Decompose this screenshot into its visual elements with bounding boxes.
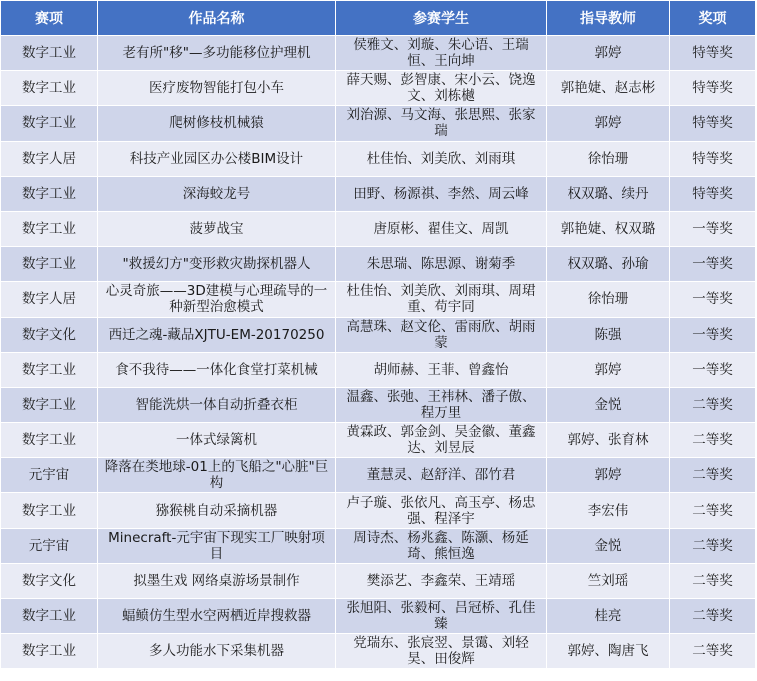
students-cell: 卢子璇、张依凡、高玉亭、杨忠强、程泽宇 <box>336 493 547 528</box>
advisors-cell: 郭婷、陶唐飞 <box>547 634 670 669</box>
advisors-cell: 郭艳婕、赵志彬 <box>547 71 670 106</box>
award-cell: 一等奖 <box>670 247 756 282</box>
table-row <box>1 141 756 176</box>
table-row <box>1 493 756 528</box>
students-cell: 杜佳怡、刘美欣、刘雨琪、周珺重、苟宇同 <box>336 282 547 317</box>
students-cell: 周诗杰、杨兆鑫、陈灏、杨延琦、熊恒逸 <box>336 528 547 563</box>
table-row <box>1 352 756 387</box>
students-cell: 田野、杨源祺、李然、周云峰 <box>336 176 547 211</box>
table-row <box>1 247 756 282</box>
award-cell: 一等奖 <box>670 282 756 317</box>
project-name-cell: "救援幻方"变形救灾勘探机器人 <box>98 247 336 282</box>
table-row <box>1 458 756 493</box>
table-header <box>1 1 756 36</box>
table-row <box>1 211 756 246</box>
project-name-cell: 深海蛟龙号 <box>98 176 336 211</box>
advisors-cell: 郭婷 <box>547 352 670 387</box>
students-cell: 杜佳怡、刘美欣、刘雨琪 <box>336 141 547 176</box>
category-cell: 数字人居 <box>1 282 98 317</box>
project-name-cell: 智能洗烘一体自动折叠衣柜 <box>98 387 336 422</box>
project-name-cell: 菠萝战宝 <box>98 211 336 246</box>
header-students: 参赛学生 <box>336 1 547 36</box>
category-cell: 数字工业 <box>1 387 98 422</box>
header-award: 奖项 <box>670 1 756 36</box>
students-cell: 刘治源、马文海、张思熙、张家瑞 <box>336 106 547 141</box>
students-cell: 党瑞东、张宸翌、景霭、刘轻昊、田俊辉 <box>336 634 547 669</box>
advisors-cell: 徐怡珊 <box>547 282 670 317</box>
table-row <box>1 634 756 669</box>
project-name-cell: 降落在类地球-01上的飞船之"心脏"巨构 <box>98 458 336 493</box>
advisors-cell: 金悦 <box>547 387 670 422</box>
category-cell: 数字工业 <box>1 599 98 634</box>
table-row <box>1 423 756 458</box>
header-category: 赛项 <box>1 1 98 36</box>
advisors-cell: 郭婷 <box>547 106 670 141</box>
table-body <box>1 36 756 669</box>
advisors-cell: 李宏伟 <box>547 493 670 528</box>
category-cell: 数字文化 <box>1 563 98 598</box>
advisors-cell: 权双璐、续丹 <box>547 176 670 211</box>
award-cell: 一等奖 <box>670 352 756 387</box>
table-row <box>1 282 756 317</box>
category-cell: 数字工业 <box>1 352 98 387</box>
award-cell: 二等奖 <box>670 493 756 528</box>
students-cell: 薛天赐、彭智康、宋小云、饶逸文、刘栋樾 <box>336 71 547 106</box>
table-row <box>1 528 756 563</box>
project-name-cell: 科技产业园区办公楼BIM设计 <box>98 141 336 176</box>
advisors-cell: 陈强 <box>547 317 670 352</box>
award-cell: 一等奖 <box>670 317 756 352</box>
header-project-name: 作品名称 <box>98 1 336 36</box>
category-cell: 元宇宙 <box>1 528 98 563</box>
students-cell: 董慧灵、赵舒洋、邵竹君 <box>336 458 547 493</box>
award-cell: 二等奖 <box>670 387 756 422</box>
category-cell: 数字工业 <box>1 493 98 528</box>
award-cell: 二等奖 <box>670 458 756 493</box>
category-cell: 数字人居 <box>1 141 98 176</box>
category-cell: 数字工业 <box>1 247 98 282</box>
project-name-cell: 猕猴桃自动采摘机器 <box>98 493 336 528</box>
students-cell: 张旭阳、张毅柯、吕冠桥、孔佳臻 <box>336 599 547 634</box>
award-cell: 一等奖 <box>670 211 756 246</box>
project-name-cell: 一体式绿篱机 <box>98 423 336 458</box>
award-cell: 特等奖 <box>670 71 756 106</box>
project-name-cell: 医疗废物智能打包小车 <box>98 71 336 106</box>
category-cell: 数字工业 <box>1 634 98 669</box>
table-row <box>1 36 756 71</box>
students-cell: 侯雅文、刘璇、朱心语、王瑞恒、王向坤 <box>336 36 547 71</box>
category-cell: 数字工业 <box>1 36 98 71</box>
project-name-cell: 西迁之魂-藏品XJTU-EM-20170250 <box>98 317 336 352</box>
advisors-cell: 竺刘瑶 <box>547 563 670 598</box>
project-name-cell: 爬树修枝机械猿 <box>98 106 336 141</box>
students-cell: 朱思瑞、陈思源、谢菊季 <box>336 247 547 282</box>
project-name-cell: 蝠鲼仿生型水空两栖近岸搜救器 <box>98 599 336 634</box>
advisors-cell: 郭艳婕、权双璐 <box>547 211 670 246</box>
advisors-cell: 徐怡珊 <box>547 141 670 176</box>
advisors-cell: 金悦 <box>547 528 670 563</box>
award-cell: 二等奖 <box>670 563 756 598</box>
category-cell: 元宇宙 <box>1 458 98 493</box>
advisors-cell: 郭婷 <box>547 458 670 493</box>
advisors-cell: 郭婷 <box>547 36 670 71</box>
students-cell: 唐原彬、翟佳文、周凯 <box>336 211 547 246</box>
advisors-cell: 权双璐、孙瑜 <box>547 247 670 282</box>
category-cell: 数字工业 <box>1 423 98 458</box>
students-cell: 胡师赫、王菲、曾鑫怡 <box>336 352 547 387</box>
table-row <box>1 387 756 422</box>
category-cell: 数字工业 <box>1 71 98 106</box>
table-row <box>1 71 756 106</box>
project-name-cell: 老有所"移"—多功能移位护理机 <box>98 36 336 71</box>
students-cell: 黄霖政、郭金剑、吴金徽、董鑫达、刘昱辰 <box>336 423 547 458</box>
students-cell: 樊添艺、李鑫荣、王靖瑶 <box>336 563 547 598</box>
table-row <box>1 599 756 634</box>
header-advisors: 指导教师 <box>547 1 670 36</box>
advisors-cell: 桂亮 <box>547 599 670 634</box>
students-cell: 高慧珠、赵文伦、雷雨欣、胡雨蒙 <box>336 317 547 352</box>
header-row <box>1 1 756 36</box>
award-cell: 二等奖 <box>670 528 756 563</box>
award-cell: 二等奖 <box>670 599 756 634</box>
category-cell: 数字工业 <box>1 176 98 211</box>
project-name-cell: 多人功能水下采集机器 <box>98 634 336 669</box>
category-cell: 数字文化 <box>1 317 98 352</box>
project-name-cell: 食不我待——一体化食堂打菜机械 <box>98 352 336 387</box>
project-name-cell: 心灵奇旅——3D建模与心理疏导的一种新型治愈模式 <box>98 282 336 317</box>
table-row <box>1 106 756 141</box>
award-cell: 二等奖 <box>670 423 756 458</box>
students-cell: 温鑫、张弛、王祎林、潘子傲、程万里 <box>336 387 547 422</box>
advisors-cell: 郭婷、张育林 <box>547 423 670 458</box>
category-cell: 数字工业 <box>1 211 98 246</box>
table-row <box>1 563 756 598</box>
award-cell: 特等奖 <box>670 106 756 141</box>
category-cell: 数字工业 <box>1 106 98 141</box>
table-row <box>1 317 756 352</box>
table-row <box>1 176 756 211</box>
award-cell: 特等奖 <box>670 176 756 211</box>
project-name-cell: Minecraft-元宇宙下现实工厂映射项目 <box>98 528 336 563</box>
award-cell: 二等奖 <box>670 634 756 669</box>
project-name-cell: 拟墨生戏 网络桌游场景制作 <box>98 563 336 598</box>
award-cell: 特等奖 <box>670 141 756 176</box>
award-cell: 特等奖 <box>670 36 756 71</box>
